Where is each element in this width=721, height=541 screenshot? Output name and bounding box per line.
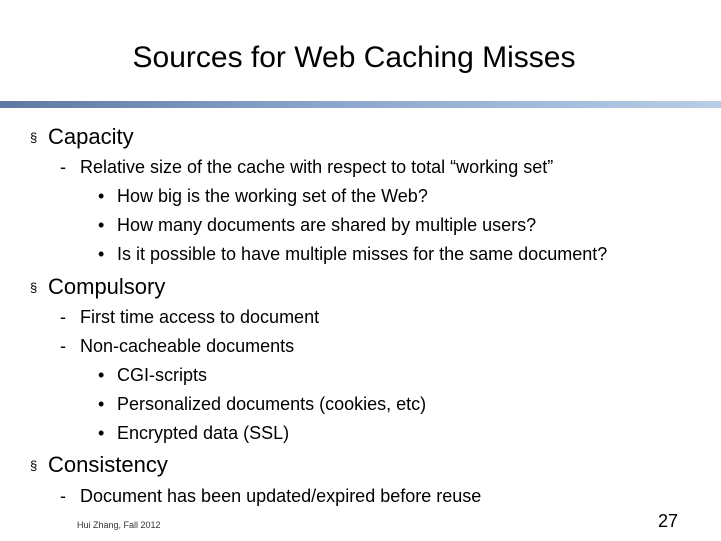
bullet-text: Compulsory	[48, 274, 166, 299]
bullet-text: How big is the working set of the Web?	[117, 186, 428, 206]
dash-bullet-icon: -	[60, 336, 66, 356]
dash-bullet-icon: -	[60, 157, 66, 177]
slide-title: Sources for Web Caching Misses	[132, 41, 576, 74]
dot-bullet-icon: •	[98, 423, 105, 443]
footer-author: Hui Zhang, Fall 2012	[77, 520, 161, 530]
bullet-text: Non-cacheable documents	[80, 336, 295, 356]
dot-bullet-icon: •	[98, 394, 105, 414]
bullet-text: Is it possible to have multiple misses for the same document?	[117, 244, 608, 264]
dot-bullet-icon: •	[98, 186, 105, 206]
bullet-text: Document has been updated/expired before reuse	[80, 486, 482, 506]
dot-bullet-icon: •	[98, 365, 105, 385]
bullet-text: First time access to document	[80, 307, 320, 327]
bullet-text: Relative size of the cache with respect to total “working set”	[80, 157, 554, 177]
bullet-text: Encrypted data (SSL)	[117, 423, 290, 443]
dot-bullet-icon: •	[98, 244, 105, 264]
square-bullet-icon: §	[30, 280, 38, 295]
bullet-text: Personalized documents (cookies, etc)	[117, 394, 427, 414]
bullet-text: How many documents are shared by multiple users?	[117, 215, 537, 235]
square-bullet-icon: §	[30, 130, 38, 145]
square-bullet-icon: §	[30, 458, 38, 473]
bullet-text: CGI-scripts	[117, 365, 207, 385]
dash-bullet-icon: -	[60, 486, 66, 506]
bullet-text: Consistency	[48, 452, 168, 477]
dash-bullet-icon: -	[60, 307, 66, 327]
dot-bullet-icon: •	[98, 215, 105, 235]
bullet-text: Capacity	[48, 124, 134, 149]
page-number: 27	[657, 511, 678, 531]
